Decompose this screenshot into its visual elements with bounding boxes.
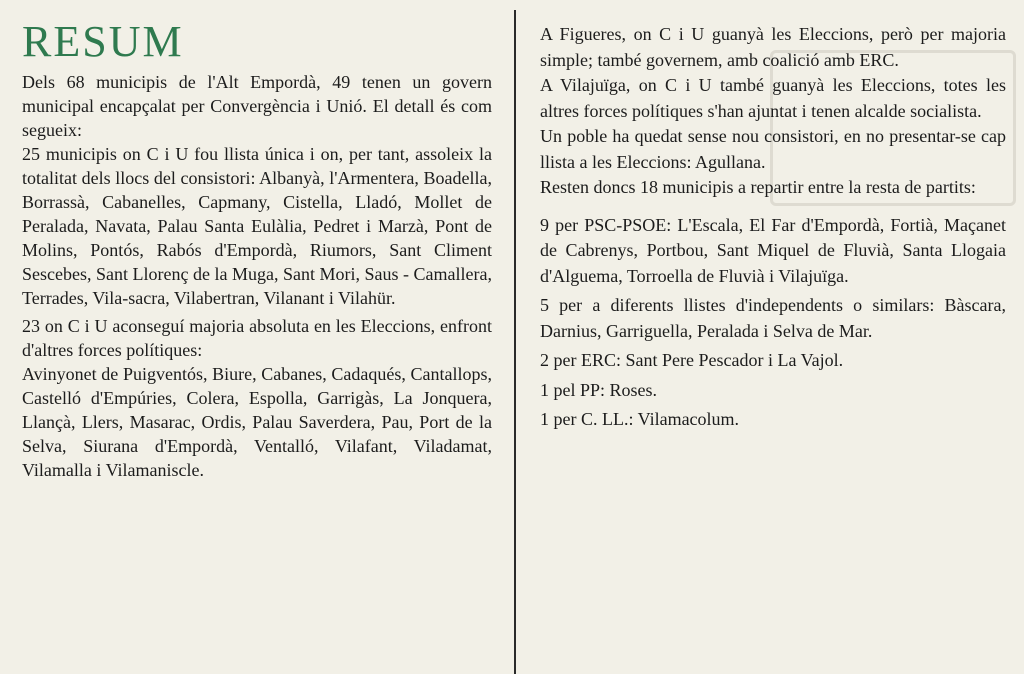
paragraph: Dels 68 municipis de l'Alt Empordà, 49 tenen un govern municipal encapçalat per Convergència i Unió. El detall és com segueix: <box>22 72 492 140</box>
page-title: RESUM <box>22 17 184 66</box>
right-column <box>540 0 1006 433</box>
paragraph: Resten doncs 18 municipis a repartir entre la resta de partits: <box>540 177 976 197</box>
paragraph: 9 per PSC-PSOE: L'Escala, El Far d'Empordà, Fortià, Maçanet de Cabrenys, Portbou, Sant Miquel de Fluvià, Santa Llogaia d'Alguema, Torroella de Fluvià i Vilajuïga. <box>540 214 1006 286</box>
paragraph: Un poble ha quedat sense nou consistori, en no presentar-se cap llista a les Eleccions: Agullana. <box>540 126 1006 172</box>
paragraph: 25 municipis on C i U fou llista única i on, per tant, assoleix la totalitat dels llocs del consistori: Albanyà, l'Armentera, Boadella, Borrassà, Cabanelles, Capmany, Cistella, Lladó, Mollet de Peralada, Navata, Palau Santa Eulàlia, Pedret i Marzà, Pont de Molins, Pontós, Rabós d'Empordà, Riumors, Sant Climent Sescebes, Sant Llorenç de la Muga, Sant Mori, Saus - Camallera, Terrades, Vila-sacra, Vilabertran, Vilanant i Vilahür. <box>22 144 492 308</box>
paragraph: 1 per C. LL.: Vilamacolum. <box>540 409 740 429</box>
paragraph: 2 per ERC: Sant Pere Pescador i La Vajol. <box>540 350 844 370</box>
column-divider <box>514 10 516 674</box>
paragraph: A Figueres, on C i U guanyà les Eleccions, però per majoria simple; també governem, amb coalició amb ERC. <box>540 24 1006 70</box>
paragraph: Avinyonet de Puigventós, Biure, Cabanes, Cadaqués, Cantallops, Castelló d'Empúries, Colera, Espolla, Garrigàs, La Jonquera, Llançà, Llers, Masarac, Ordis, Palau Saverdera, Pau, Port de la Selva, Siurana d'Empordà, Ventalló, Vilafant, Viladamat, Vilamalla i Vilamaniscle. <box>22 364 492 480</box>
paragraph: 23 on C i U aconseguí majoria absoluta en les Eleccions, enfront d'altres forces polítiques: <box>22 316 492 360</box>
paragraph: A Vilajuïga, on C i U també guanyà les Eleccions, totes les altres forces polítiques s'han ajuntat i tenen alcalde socialista. <box>540 75 1006 121</box>
left-column <box>22 0 492 482</box>
paragraph: 1 pel PP: Roses. <box>540 379 658 400</box>
paragraph: 5 per a diferents llistes d'independents o similars: Bàscara, Darnius, Garriguella, Peralada i Selva de Mar. <box>540 295 1006 341</box>
